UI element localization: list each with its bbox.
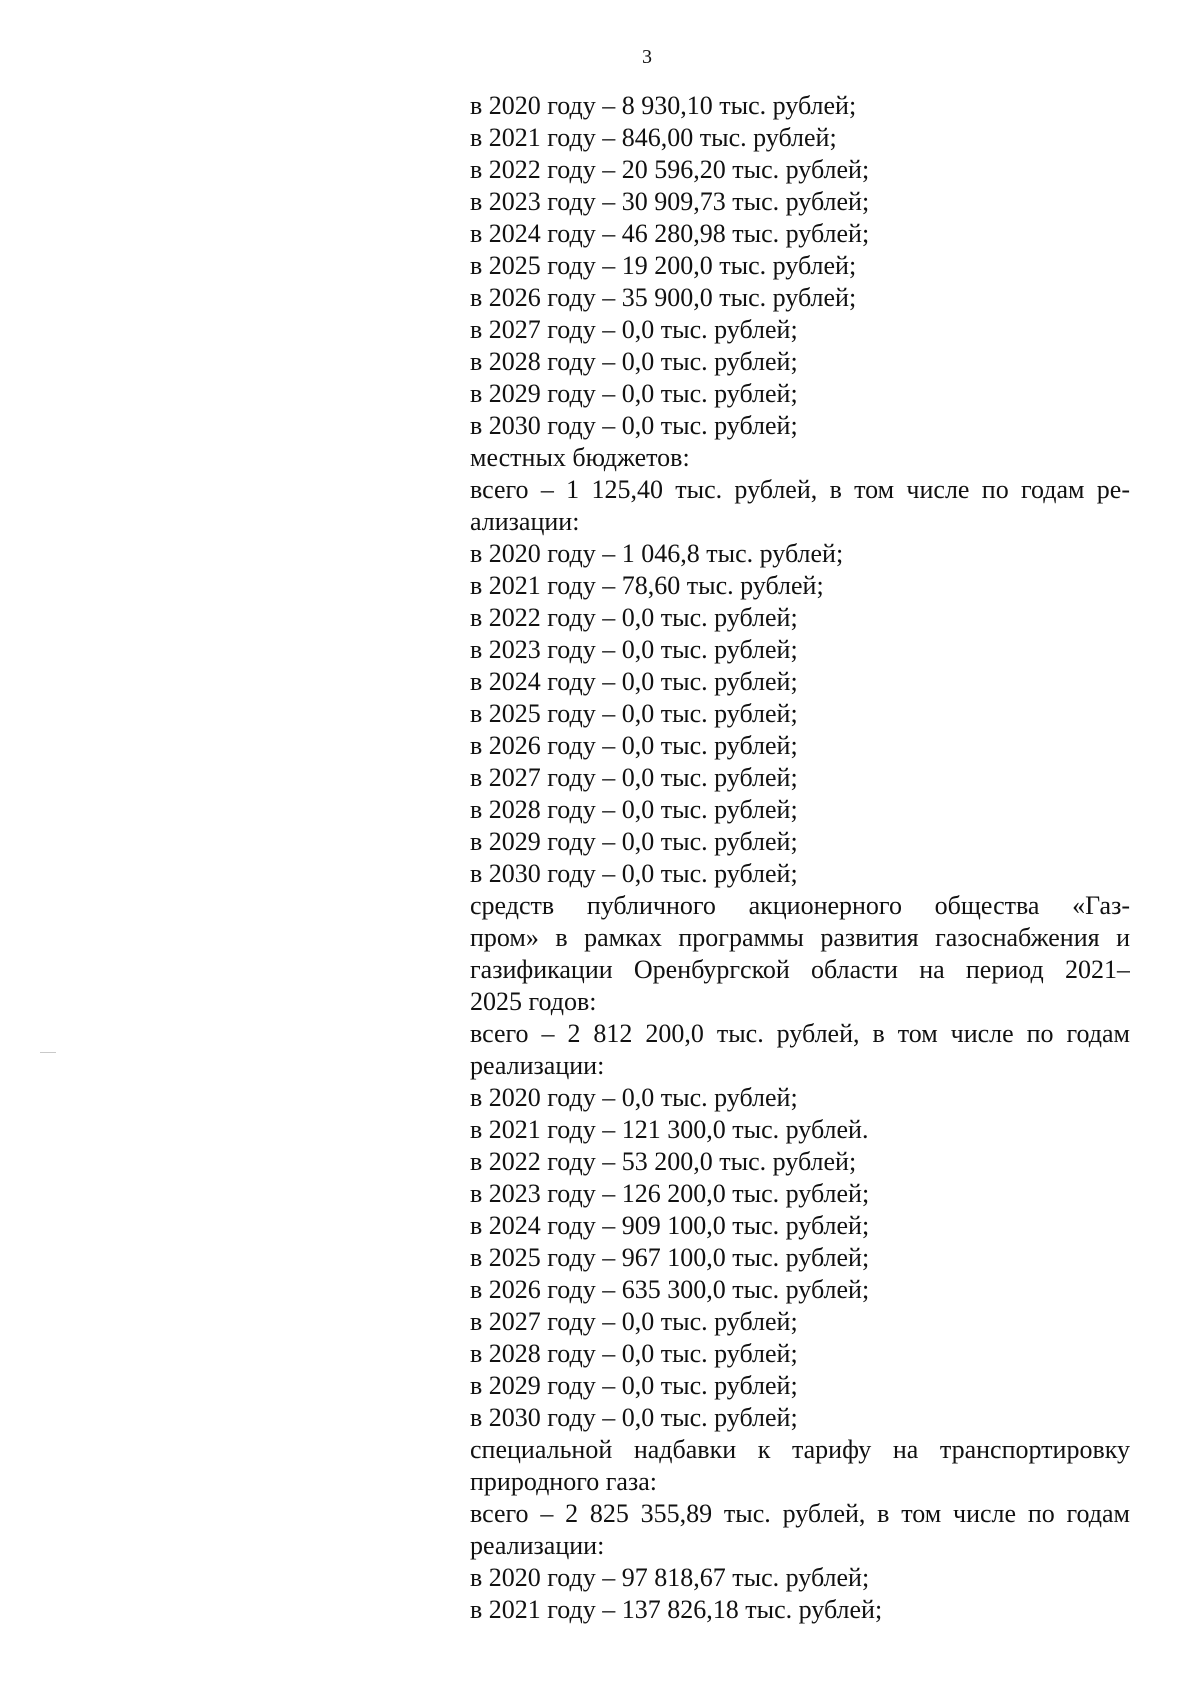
text-line: в 2029 году – 0,0 тыс. рублей; (470, 379, 798, 408)
text-line: в 2030 году – 0,0 тыс. рублей; (470, 1403, 798, 1432)
text-line: в 2027 году – 0,0 тыс. рублей; (470, 1307, 798, 1336)
text-line: в 2026 году – 0,0 тыс. рублей; (470, 731, 798, 760)
text-line: в 2022 году – 20 596,20 тыс. рублей; (470, 155, 870, 184)
text-line: в 2020 году – 97 818,67 тыс. рублей; (470, 1563, 870, 1592)
text-line: в 2021 году – 78,60 тыс. рублей; (470, 571, 824, 600)
text-line: в 2022 году – 53 200,0 тыс. рублей; (470, 1147, 857, 1176)
text-line: в 2027 году – 0,0 тыс. рублей; (470, 763, 798, 792)
text-line: в 2025 году – 967 100,0 тыс. рублей; (470, 1243, 870, 1272)
text-line: в 2028 году – 0,0 тыс. рублей; (470, 347, 798, 376)
text-line: специальной надбавки к тарифу на транспортировку (470, 1435, 1130, 1464)
text-line: в 2030 году – 0,0 тыс. рублей; (470, 411, 798, 440)
text-line: в 2025 году – 19 200,0 тыс. рублей; (470, 251, 857, 280)
text-line: всего – 2 825 355,89 тыс. рублей, в том числе по годам (470, 1499, 1130, 1528)
text-line: всего – 2 812 200,0 тыс. рублей, в том числе по годам (470, 1019, 1130, 1048)
text-line: в 2023 году – 126 200,0 тыс. рублей; (470, 1179, 870, 1208)
scan-margin-mark (40, 1052, 56, 1053)
text-line: в 2020 году – 0,0 тыс. рублей; (470, 1083, 798, 1112)
text-line: реализации: (470, 1531, 605, 1560)
text-line: в 2030 году – 0,0 тыс. рублей; (470, 859, 798, 888)
text-line: в 2020 году – 8 930,10 тыс. рублей; (470, 91, 857, 120)
text-line: в 2028 году – 0,0 тыс. рублей; (470, 795, 798, 824)
page-number: 3 (642, 46, 652, 68)
text-line: в 2025 году – 0,0 тыс. рублей; (470, 699, 798, 728)
text-line: в 2021 году – 846,00 тыс. рублей; (470, 123, 837, 152)
text-line: в 2029 году – 0,0 тыс. рублей; (470, 1371, 798, 1400)
text-line: в 2023 году – 0,0 тыс. рублей; (470, 635, 798, 664)
text-line: в 2028 году – 0,0 тыс. рублей; (470, 1339, 798, 1368)
text-line: средств публичного акционерного общества «Газ- (470, 891, 1130, 920)
text-line: ализации: (470, 507, 580, 536)
text-line: в 2027 году – 0,0 тыс. рублей; (470, 315, 798, 344)
text-line: в 2026 году – 35 900,0 тыс. рублей; (470, 283, 857, 312)
text-line: всего – 1 125,40 тыс. рублей, в том числе по годам ре- (470, 475, 1130, 504)
text-line: в 2022 году – 0,0 тыс. рублей; (470, 603, 798, 632)
text-line: в 2024 году – 0,0 тыс. рублей; (470, 667, 798, 696)
text-line: в 2020 году – 1 046,8 тыс. рублей; (470, 539, 844, 568)
text-line: в 2023 году – 30 909,73 тыс. рублей; (470, 187, 870, 216)
text-line: пром» в рамках программы развития газоснабжения и (470, 923, 1130, 952)
text-line: в 2024 году – 909 100,0 тыс. рублей; (470, 1211, 870, 1240)
text-line: 2025 годов: (470, 987, 597, 1016)
text-line: в 2021 году – 137 826,18 тыс. рублей; (470, 1595, 883, 1624)
text-line: природного газа: (470, 1467, 657, 1496)
text-line: реализации: (470, 1051, 605, 1080)
text-line: в 2021 году – 121 300,0 тыс. рублей. (470, 1115, 869, 1144)
text-line: газификации Оренбургской области на период 2021– (470, 955, 1130, 984)
document-body (470, 90, 1130, 1626)
text-line: в 2029 году – 0,0 тыс. рублей; (470, 827, 798, 856)
text-line: местных бюджетов: (470, 443, 690, 472)
text-line: в 2026 году – 635 300,0 тыс. рублей; (470, 1275, 870, 1304)
text-line: в 2024 году – 46 280,98 тыс. рублей; (470, 219, 870, 248)
